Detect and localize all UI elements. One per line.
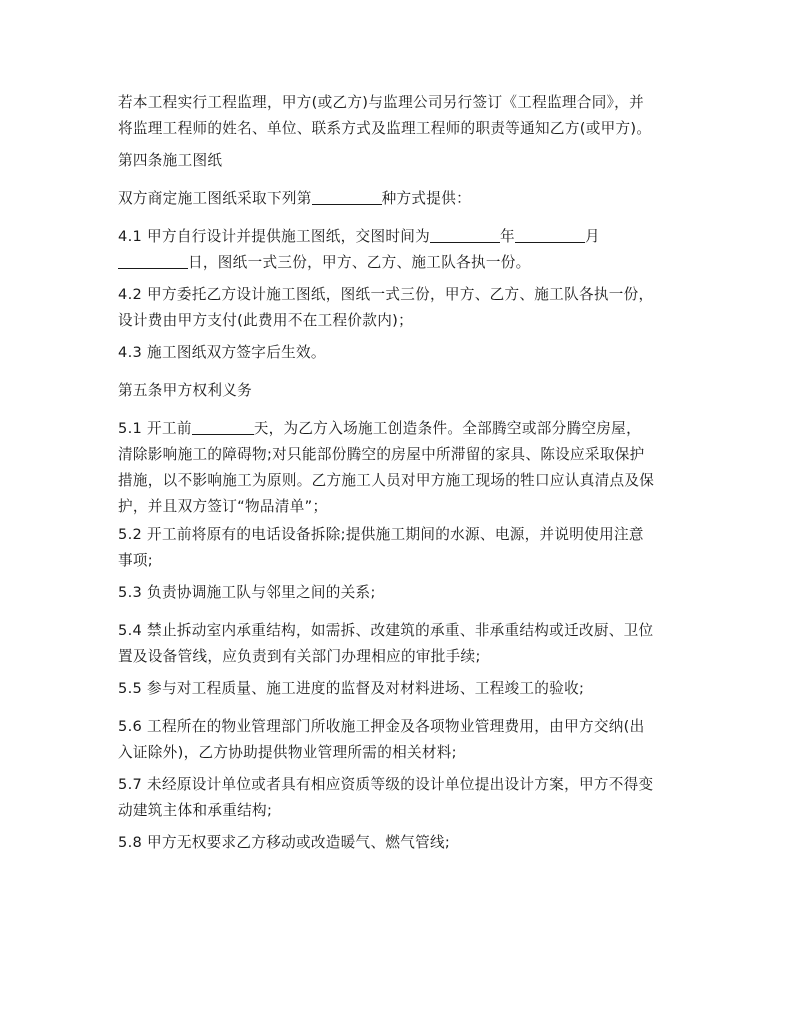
section-title: 第四条施工图纸 <box>118 152 223 169</box>
text-line: 清除影响施工的障碍物;对只能部份腾空的房屋中所滞留的家具、陈设应采取保护 <box>118 446 645 463</box>
fill-in-blank <box>515 224 585 243</box>
text-line: 5.8 甲方无权要求乙方移动或改造暖气、燃气管线; <box>118 834 451 851</box>
text-line: 5.4 禁止拆动室内承重结构，如需拆、改建筑的承重、非承重结构或迁改厨、卫位 <box>118 622 654 639</box>
section-heading-5 <box>118 378 688 404</box>
paragraph-5-5 <box>118 676 688 702</box>
paragraph-5-3 <box>118 580 688 606</box>
text-line: 4.2 甲方委托乙方设计施工图纸，图纸一式三份，甲方、乙方、施工队各执一份， <box>118 286 654 303</box>
paragraph-5-6 <box>118 714 688 766</box>
text-line: 置及设备管线，应负责到有关部门办理相应的审批手续; <box>118 648 481 665</box>
text-line: 5.3 负责协调施工队与邻里之间的关系; <box>118 584 376 601</box>
paragraph-5-7 <box>118 772 688 824</box>
text-line: 4.3 施工图纸双方签字后生效。 <box>118 344 326 361</box>
paragraph-4-1 <box>118 224 688 276</box>
paragraph-supervision <box>118 90 688 142</box>
section-title: 第五条甲方权利义务 <box>118 382 253 399</box>
text-line <box>118 250 688 276</box>
text-line <box>118 416 688 442</box>
fill-in-blank <box>192 416 254 435</box>
text-fragment: 天，为乙方入场施工创造条件。全部腾空或部分腾空房屋， <box>253 420 641 437</box>
text-fragment: 年 <box>500 228 515 245</box>
text-line <box>118 186 688 212</box>
paragraph-5-8 <box>118 830 688 856</box>
text-fragment: 种方式提供： <box>381 190 471 207</box>
paragraph-drawing-method <box>118 186 688 212</box>
fill-in-blank <box>118 250 188 269</box>
text-fragment: 4.1 甲方自行设计并提供施工图纸，交图时间为 <box>118 228 431 245</box>
paragraph-5-2 <box>118 522 688 574</box>
text-line <box>118 224 688 250</box>
text-fragment: 5.1 开工前 <box>118 420 192 437</box>
fill-in-blank <box>430 224 500 243</box>
section-heading-4 <box>118 148 688 174</box>
text-line: 5.5 参与对工程质量、施工进度的监督及对材料进场、工程竣工的验收; <box>118 680 585 697</box>
text-line: 5.2 开工前将原有的电话设备拆除;提供施工期间的水源、电源，并说明使用注意 <box>118 526 644 543</box>
text-fragment: 日，图纸一式三份，甲方、乙方、施工队各执一份。 <box>188 254 531 271</box>
text-line: 入证除外)，乙方协助提供物业管理所需的相关材料; <box>118 744 457 761</box>
text-line: 若本工程实行工程监理，甲方(或乙方)与监理公司另行签订《工程监理合同》，并 <box>118 94 644 111</box>
text-fragment: 双方商定施工图纸采取下列第 <box>118 190 312 207</box>
text-line: 动建筑主体和承重结构; <box>118 802 273 819</box>
text-line: 措施，以不影响施工为原则。乙方施工人员对甲方施工现场的牲口应认真清点及保 <box>118 472 655 489</box>
paragraph-4-2 <box>118 282 688 334</box>
paragraph-5-1 <box>118 416 688 520</box>
text-line: 将监理工程师的姓名、单位、联系方式及监理工程师的职责等通知乙方(或甲方)。 <box>118 120 652 137</box>
text-line: 设计费由甲方支付(此费用不在工程价款内)； <box>118 312 413 329</box>
fill-in-blank <box>312 186 382 205</box>
paragraph-5-4 <box>118 618 688 670</box>
text-line: 5.6 工程所在的物业管理部门所收施工押金及各项物业管理费用，由甲方交纳(出 <box>118 718 645 735</box>
text-fragment: 月 <box>584 228 600 245</box>
text-line: 5.7 未经原设计单位或者具有相应资质等级的设计单位提出设计方案，甲方不得变 <box>118 776 654 793</box>
text-line: 护，并且双方签订“物品清单”； <box>118 498 328 515</box>
paragraph-4-3 <box>118 340 688 366</box>
text-line: 事项; <box>118 552 154 569</box>
